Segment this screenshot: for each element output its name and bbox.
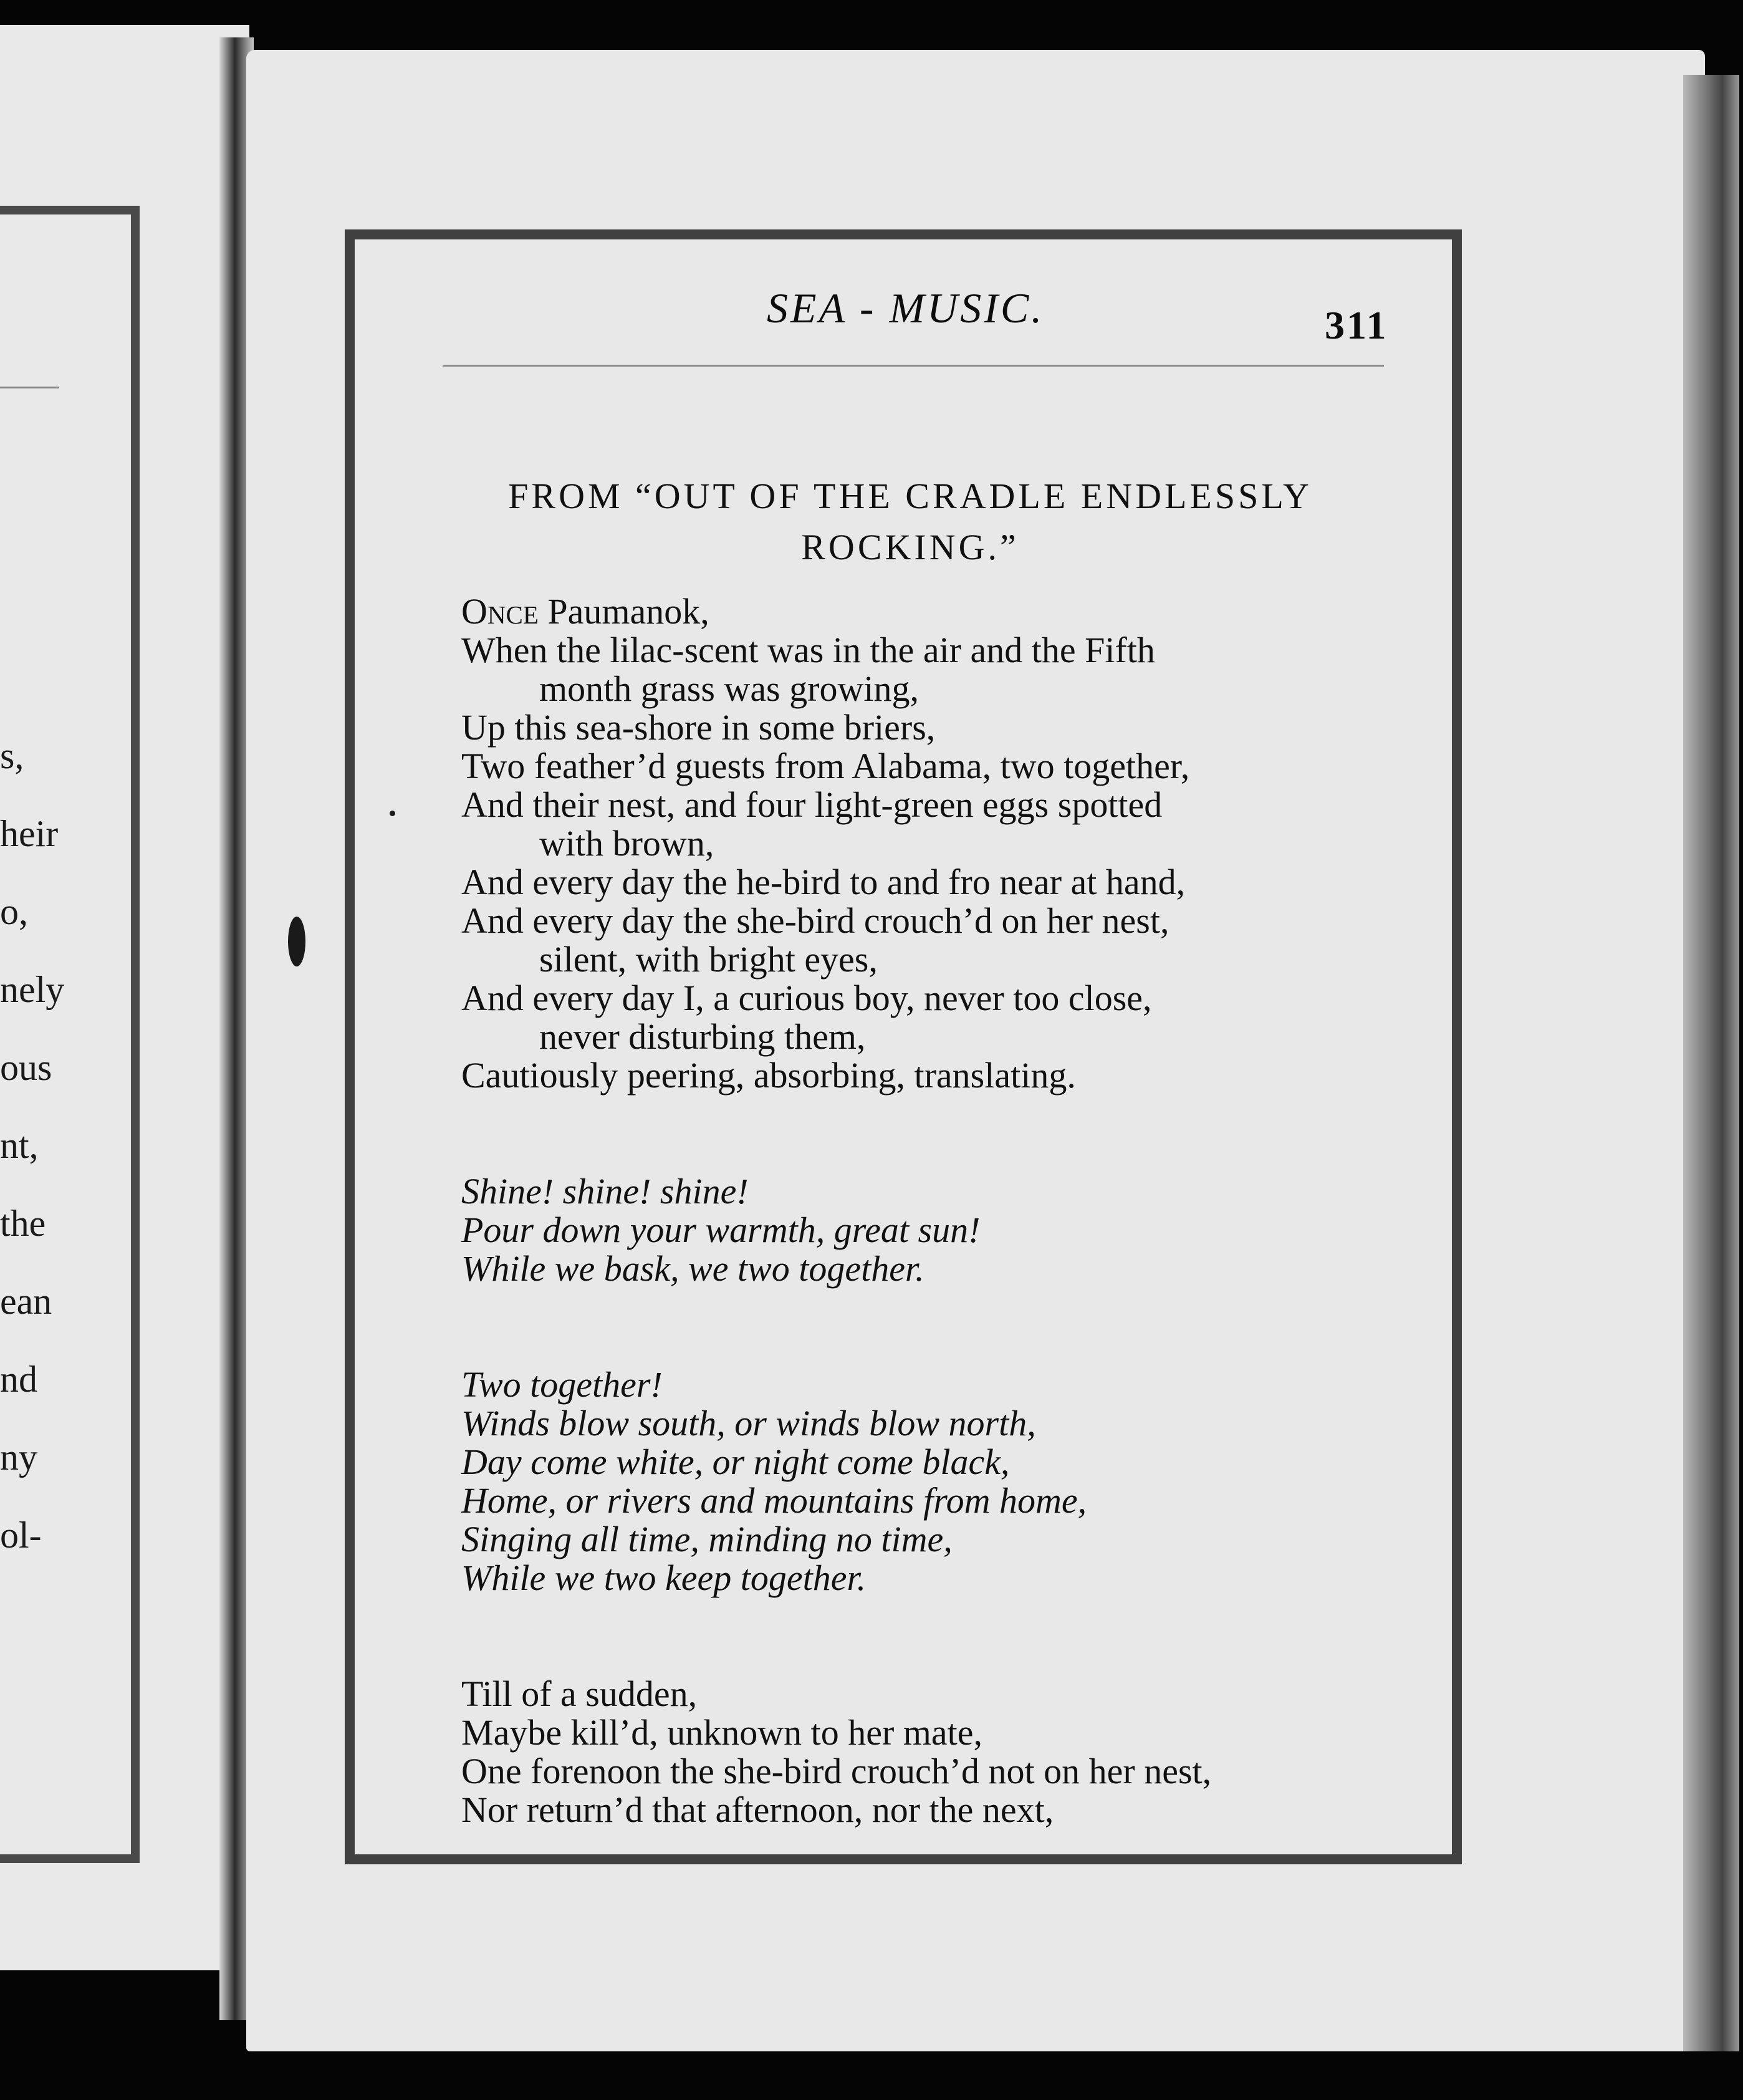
- poem-line: with brown,: [539, 823, 714, 864]
- poem-stanza: [461, 1172, 1384, 1288]
- poem-line: Two feather’d guests from Alabama, two together,: [461, 746, 1190, 786]
- left-page-fragment: ny: [0, 1437, 37, 1478]
- poem-line: Pour down your warmth, great sun!: [461, 1210, 981, 1250]
- ink-dot: [390, 811, 395, 816]
- header-rule: [443, 365, 1384, 367]
- poem-line: When the lilac-scent was in the air and the Fifth: [461, 630, 1155, 670]
- left-page-fragment: o,: [0, 891, 28, 932]
- poem-line: Day come white, or night come black,: [461, 1442, 1010, 1482]
- poem-line: And their nest, and four light-green eggs spotted: [461, 784, 1163, 825]
- poem-line: Home, or rivers and mountains from home,: [461, 1480, 1087, 1521]
- left-page-fragment: ol-: [0, 1515, 42, 1556]
- left-page-fragment: s,: [0, 735, 24, 776]
- poem-line: And every day the he-bird to and fro near at hand,: [461, 862, 1186, 902]
- poem-line: Shine! shine! shine!: [461, 1171, 749, 1211]
- poem-body: [461, 592, 1384, 1907]
- poem-line: Cautiously peering, absorbing, translating.: [461, 1055, 1076, 1096]
- poem-line: While we two keep together.: [461, 1558, 867, 1598]
- poem-stanza: [461, 1675, 1384, 1829]
- page-number: 311: [1325, 303, 1388, 347]
- poem-line: Nor return’d that afternoon, nor the next,: [461, 1789, 1054, 1830]
- poem-line: And every day I, a curious boy, never too close,: [461, 978, 1152, 1018]
- poem-stanza: [461, 592, 1384, 1095]
- left-page-fragment: heir: [0, 813, 59, 854]
- poem-line: Once Paumanok,: [461, 591, 709, 632]
- poem-line: Maybe kill’d, unknown to her mate,: [461, 1712, 982, 1753]
- poem-line: Singing all time, minding no time,: [461, 1519, 953, 1559]
- poem-line: Two together!: [461, 1364, 663, 1405]
- poem-line: Up this sea-shore in some briers,: [461, 707, 936, 748]
- poem-title: FROM “OUT OF THE CRADLE ENDLESSLY ROCKING.”: [508, 476, 1312, 567]
- left-page-fragment: nd: [0, 1359, 37, 1400]
- poem-line: One forenoon the she-bird crouch’d not on her nest,: [461, 1751, 1212, 1791]
- left-page-text-fragments: [0, 717, 87, 1574]
- poem-line: While we bask, we two together.: [461, 1248, 924, 1289]
- left-page: [0, 25, 249, 1970]
- poem-line: Winds blow south, or winds blow north,: [461, 1403, 1036, 1443]
- book-page-edges: [1683, 75, 1739, 2051]
- left-page-rule: [0, 387, 59, 388]
- poem-line: month grass was growing,: [539, 668, 919, 709]
- left-page-fragment: ean: [0, 1281, 52, 1322]
- left-page-fragment: the: [0, 1203, 46, 1244]
- ink-blot: [288, 917, 305, 966]
- poem-line: And every day the she-bird crouch’d on her nest,: [461, 900, 1169, 941]
- left-page-fragment: nt,: [0, 1125, 39, 1166]
- poem-line: silent, with bright eyes,: [539, 939, 878, 980]
- poem-stanza: [461, 1365, 1384, 1597]
- left-page-fragment: nely: [0, 969, 65, 1010]
- left-page-fragment: ous: [0, 1047, 52, 1088]
- running-title: SEA - MUSIC.: [767, 284, 1045, 332]
- poem-line: never disturbing them,: [539, 1016, 866, 1057]
- poem-line: Till of a sudden,: [461, 1674, 698, 1714]
